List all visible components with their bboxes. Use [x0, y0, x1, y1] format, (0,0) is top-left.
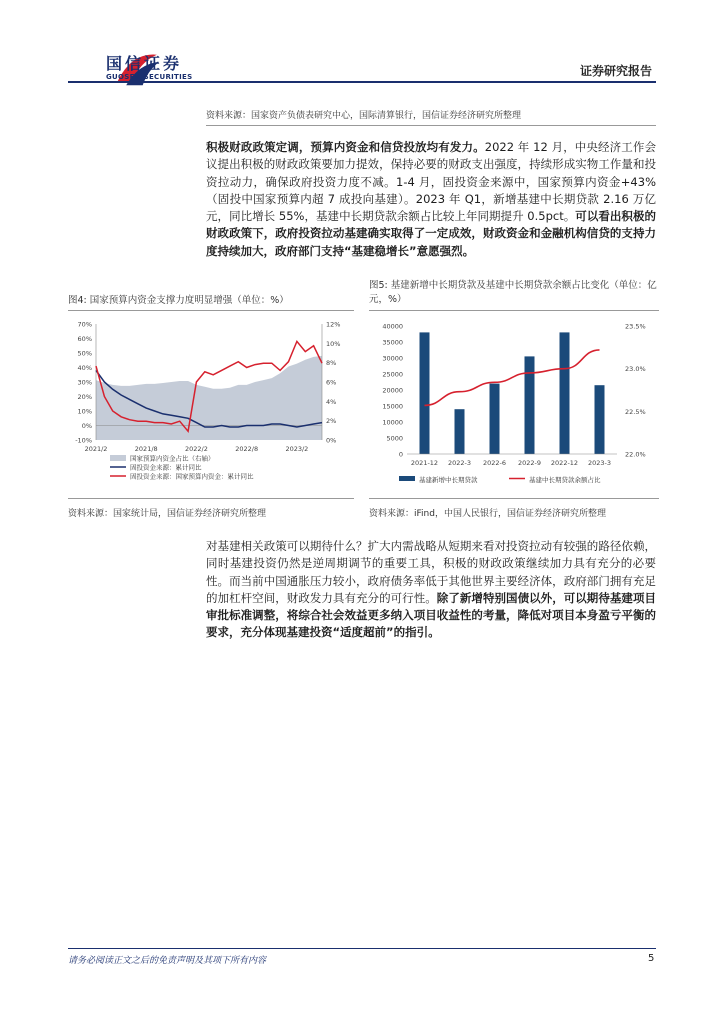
logo-cn-text: 国信证券: [106, 54, 183, 73]
chart5-y-left-tick: 30000: [382, 354, 403, 363]
paragraph-2-body: 对基建相关政策可以期待什么？扩大内需战略从短期来看对投资拉动有较强的路径依赖，同时基建投资仍然是逆周期调节的重要工具，积极的财政政策继续加力具有充分的必要性。而当前中国通胀压力较小，政府债务率低于其他世界主要经济体，政府部门拥有充足的加杠杆空间，财政发力具有充分的可行性。: [206, 539, 656, 605]
chart5-bar: [595, 385, 605, 454]
footer-disclaimer: 请务必阅读正文之后的免责声明及其项下所有内容: [68, 956, 267, 966]
page-number: 5: [648, 953, 655, 964]
paragraph-1: [206, 139, 656, 260]
chart5-y-left-tick: 15000: [382, 402, 403, 411]
chart5-y-left-tick: 5000: [386, 434, 403, 443]
chart5-y-right-tick: 23.0%: [625, 365, 646, 374]
chart4-x-tick: 2022/8: [235, 445, 259, 453]
chart4-y-left-tick: -10%: [75, 436, 92, 445]
header-divider: [68, 81, 656, 83]
chart5-bottom-rule: [369, 498, 659, 499]
chart4-top-rule: [68, 310, 354, 311]
chart4-y-left-tick: 40%: [77, 364, 92, 372]
chart4-x-tick: 2021/8: [134, 445, 158, 453]
chart5-x-tick: 2023-3: [587, 459, 612, 467]
chart5-source: 资料来源：iFind，中国人民银行，国信证券经济研究所整理: [369, 509, 606, 519]
chart5-x-tick: 2022-6: [482, 459, 507, 467]
chart4-y-right-tick: 0%: [326, 436, 337, 445]
chart5-x-tick: 2021-12: [410, 459, 439, 467]
chart5-y-left-tick: 35000: [382, 338, 403, 347]
chart4-y-left-tick: 0%: [81, 422, 92, 430]
source-divider: [206, 125, 656, 126]
chart5-y-left-tick: 0: [398, 450, 403, 459]
paragraph-2: [206, 538, 656, 642]
chart4-x-tick: 2022/2: [185, 445, 208, 453]
chart4-figure: [68, 314, 354, 494]
chart4-y-right-tick: 12%: [326, 320, 341, 329]
paragraph-2-tail: 除了新增特别国债以外，可以期待基建项目审批标准调整，将综合社会效益更多纳入项目收益性的考量，降低对项目本身盈亏平衡的要求，充分体现基建投资“适度超前”的指引。: [206, 590, 657, 640]
chart4-y-left-tick: 60%: [77, 335, 92, 343]
chart5-y-left-tick: 40000: [382, 322, 403, 331]
chart4-y-right-tick: 4%: [326, 397, 337, 406]
chart5-y-right-tick: 22.5%: [625, 407, 646, 416]
chart5-y-left-tick: 25000: [382, 370, 403, 379]
chart5-x-tick: 2022-3: [447, 459, 472, 467]
chart5-y-right-tick: 22.0%: [625, 450, 646, 459]
chart4-x-tick: 2023/2: [285, 445, 309, 453]
report-type-title: 证券研究报告: [580, 64, 653, 78]
chart5-y-left-tick: 10000: [382, 418, 403, 427]
chart5-top-rule: [369, 310, 659, 311]
chart4-y-left-tick: 30%: [77, 378, 92, 387]
chart4-legend-swatch: [110, 455, 126, 461]
chart4-y-right-tick: 2%: [326, 417, 337, 426]
footer-divider: [68, 948, 656, 949]
chart4-title: 图4: 国家预算内资金支撑力度明显增强（单位：%）: [68, 295, 289, 306]
chart4-x-tick: 2021/2: [84, 445, 108, 453]
chart5-y-left-tick: 20000: [382, 386, 403, 395]
chart5-x-tick: 2022-12: [550, 459, 579, 467]
chart5-bar: [560, 332, 570, 454]
chart4-y-left-tick: 50%: [77, 349, 92, 358]
chart4-y-left-tick: 70%: [77, 320, 92, 329]
chart5-title: 图5: 基建新增中长期贷款及基建中长期贷款余额占比变化（单位：亿元，%）: [369, 280, 657, 305]
source-note-top: 资料来源：国家资产负债表研究中心，国际清算银行，国信证券经济研究所整理: [206, 111, 522, 121]
chart4-y-right-tick: 10%: [326, 339, 341, 348]
chart5-bar: [420, 332, 430, 454]
chart4-y-right-tick: 8%: [326, 359, 337, 368]
paragraph-1-body: 2022 年 12 月，中央经济工作会议提出积极的财政政策要加力提效，保持必要的财政支出强度，持续形成实物工作量和投资拉动力，确保政府投资力度不减。1-4 月，固投资金来源中，国家预算内资金+43%（固投中国家预算内超 7 成投向基建）。2023 年 Q1，新增基建中长期贷款 2.16 万亿元，同比增长 55%，基建中长期贷款余额占比较上年同期提升 0.5pct。: [206, 140, 656, 224]
chart5-y-right-tick: 23.5%: [625, 322, 646, 331]
chart4-legend-label: 固投资金来源：国家预算内资金：累计同比: [130, 472, 254, 481]
chart4-y-right-tick: 6%: [326, 378, 337, 387]
chart4-y-left-tick: 20%: [77, 393, 92, 401]
chart4-legend-label: 固投资金来源：累计同比: [130, 463, 202, 472]
chart4-legend-label: 国家预算内资金占比（右轴）: [130, 454, 215, 463]
logo-en-text: GUOSEN SECURITIES: [106, 73, 193, 81]
chart4-bottom-rule: [68, 498, 354, 499]
paragraph-1-lead: 积极财政政策定调，预算内资金和信贷投放均有发力。: [206, 140, 485, 154]
paragraph-1-tail: 可以看出积极的财政政策下，政府投资拉动基建确实取得了一定成效，财政资金和金融机构信贷的支持力度持续加大，政府部门支持“基建稳增长”意愿强烈。: [206, 209, 656, 258]
chart4-source: 资料来源：国家统计局，国信证券经济研究所整理: [68, 509, 267, 519]
chart5-bar: [455, 409, 465, 454]
chart5-x-tick: 2022-9: [517, 459, 542, 467]
chart5-bar: [525, 356, 535, 454]
chart4-y-left-tick: 10%: [77, 407, 92, 416]
chart5-bar: [490, 384, 500, 454]
chart5-legend-swatch: [399, 476, 415, 481]
chart5-line-balance-share: [425, 350, 600, 406]
chart5-legend-label: 基建中长期贷款余额占比: [529, 476, 601, 484]
chart5-figure: [369, 314, 659, 494]
chart5-legend-label: 基建新增中长期贷款: [419, 476, 478, 484]
